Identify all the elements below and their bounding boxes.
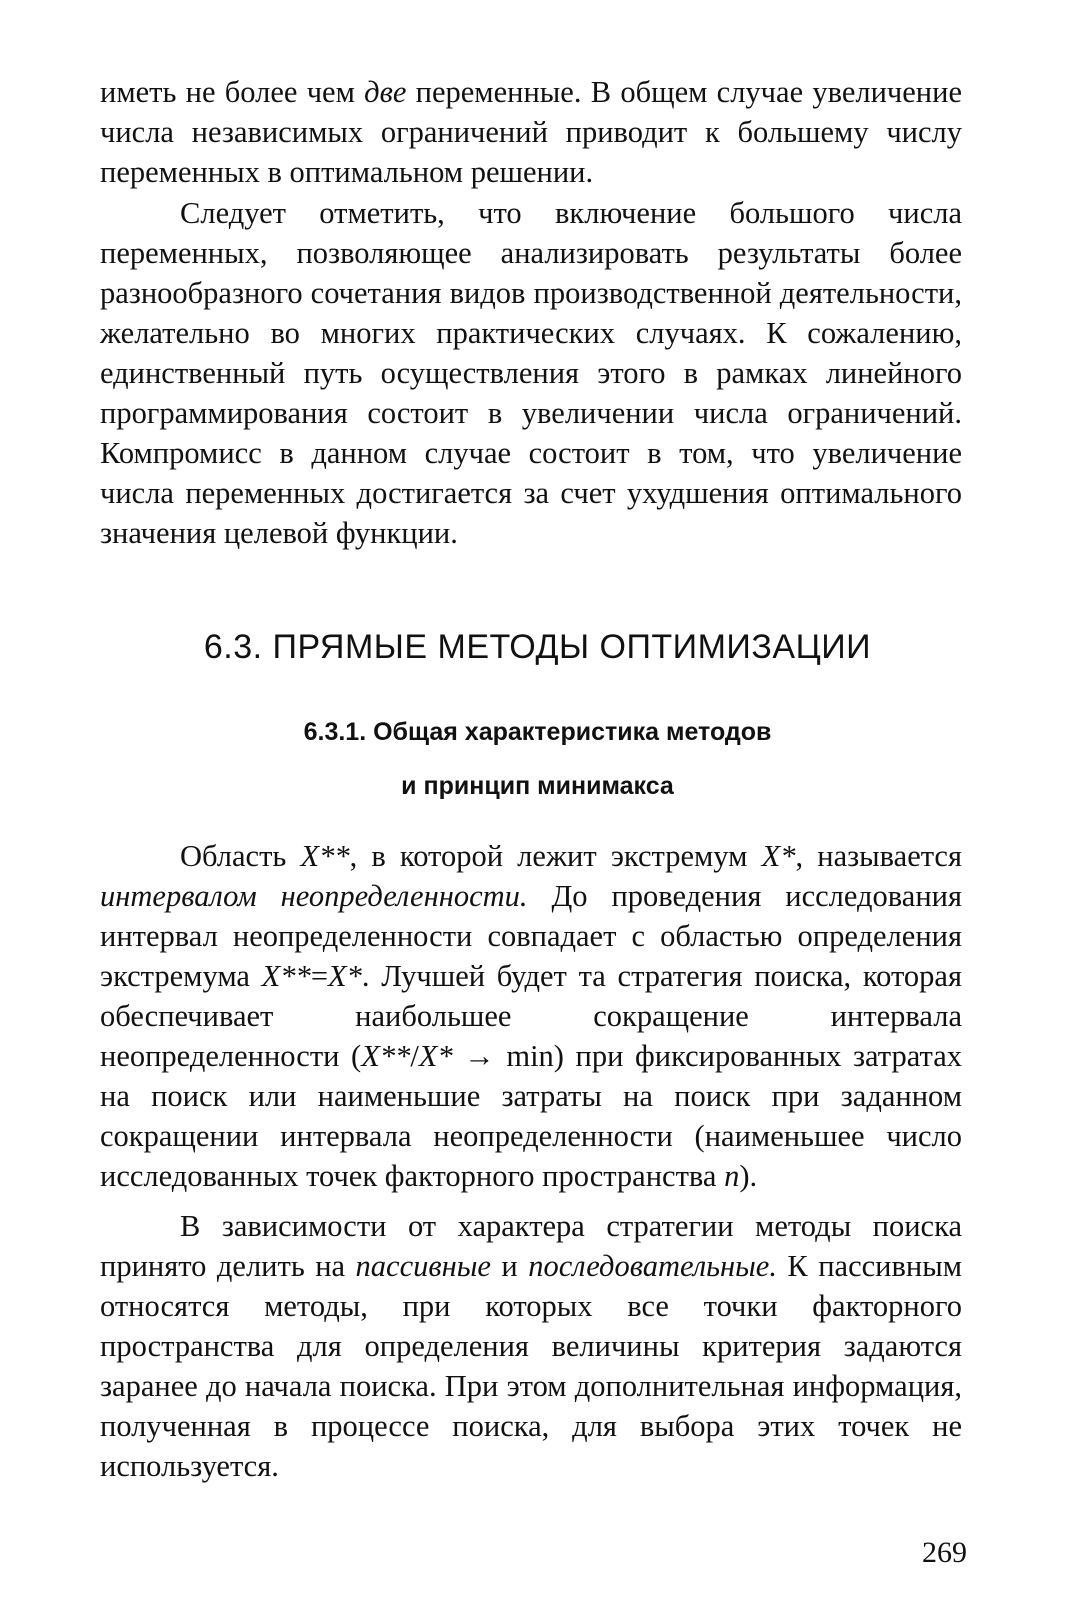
subsection-title-line2: и принцип минимакса [401, 772, 674, 800]
text-run: иметь не более чем [100, 75, 365, 109]
text-run: Следует отметить, что включение большого числа переменных, позволяющее анализировать результаты более разнообразного сочетания видов производственной деятельности, желательно во многих практических случаях. К сожалению, единственный путь осуществления этого в рамках линейного программирования состоит в увеличении числа ограничений. Компромисс в данном случае состоит в том, что увеличение числа переменных достигается за счет ухудшения оптимального значения целевой функции. [100, 196, 962, 550]
text-run: / [410, 1039, 419, 1073]
math-variable: n [724, 1159, 740, 1193]
text-run: . Лучшей будет та стратегия поиска, которая обеспечивает наибольшее сокращение интервала неопределенности ( [100, 959, 962, 1073]
text-run: Область [180, 839, 301, 873]
math-variable: X** [300, 839, 350, 873]
emphasis-text: интервалом неопределенности. [100, 879, 528, 913]
math-variable: X* [761, 839, 796, 873]
paragraph-compromise [100, 193, 962, 553]
math-variable: X** [261, 959, 311, 993]
paragraph-search-methods [100, 1206, 962, 1486]
paragraph-uncertainty-interval [100, 836, 962, 1196]
page-number: 269 [922, 1536, 967, 1569]
paragraph-continued [100, 72, 962, 192]
text-run: , называется [795, 839, 962, 873]
text-run: ). [739, 1159, 758, 1193]
subsection-title-line1: 6.3.1. Общая характеристика методов [303, 718, 772, 746]
math-variable: X** [361, 1039, 411, 1073]
text-run: К пассивным относятся методы, при которых все точки факторного пространства для определения величины критерия задаются заранее до начала поиска. При этом дополнительная информация, полученная в процессе поиска, для выбора этих точек не используется. [100, 1249, 963, 1483]
text-run: и [490, 1249, 529, 1283]
emphasis-text: две [364, 75, 407, 109]
text-run: В зависимости от характера стратегии методы поиска принято делить на [100, 1209, 962, 1283]
text-run: → min) при фиксированных затратах на поиск или наименьшие затраты на поиск при заданном сокращении интервала неопределенности (наименьшее число исследованных точек факторного пространства [100, 1039, 962, 1193]
text-run: До проведения исследования интервал неопределенности совпадает с областью определения экстремума [100, 879, 962, 993]
text-run: переменные. В общем случае увеличение числа независимых ограничений приводит к большему числу переменных в оптимальном решении. [100, 75, 962, 189]
text-run: , в которой лежит экстремум [349, 839, 762, 873]
section-title: 6.3. ПРЯМЫЕ МЕТОДЫ ОПТИМИЗАЦИИ [203, 628, 872, 666]
emphasis-text: последовательные. [528, 1249, 777, 1283]
math-variable: X* [328, 959, 362, 993]
text-run: = [310, 959, 329, 993]
math-variable: X* [418, 1039, 453, 1073]
emphasis-text: пассивные [355, 1249, 491, 1283]
